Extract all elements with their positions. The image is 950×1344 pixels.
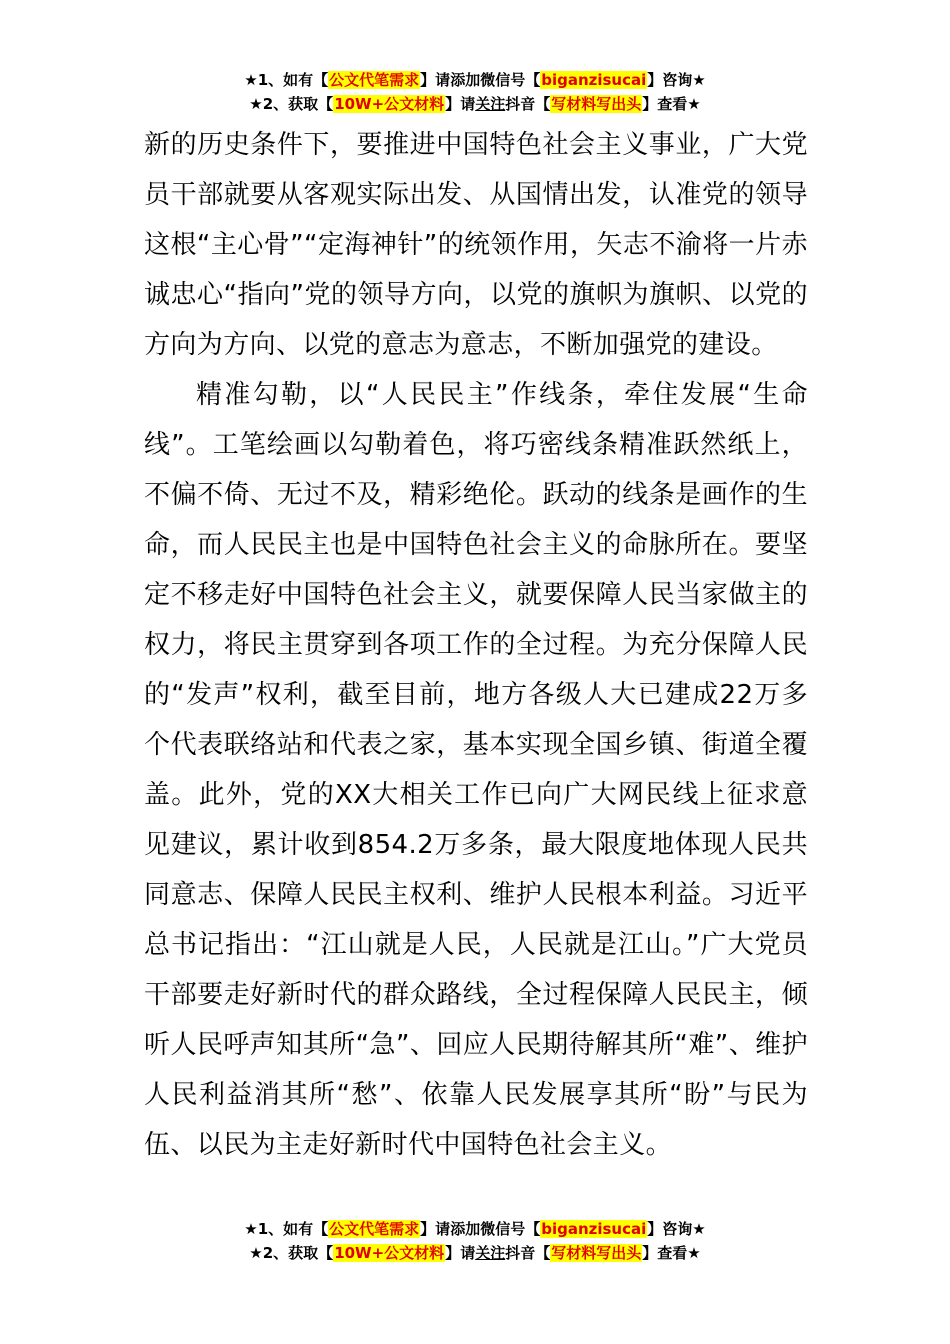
body-paragraph: 精准勾勒，以“人民民主”作线条，牵住发展“生命线”。工笔绘画以勾勒着色，将巧密线条精准跃然纸上，不偏不倚、无过不及，精彩绝伦。跃动的线条是画作的生命，而人民民主也是中国特色社会主义的命脉所在。要坚定不移走好中国特色社会主义，就要保障人民当家做主的权力，将民主贯穿到各项工作的全过程。为充分保障人民的“发声”权利，截至目前，地方各级人大已建成22万多个代表联络站和代表之家，基本实现全国乡镇、街道全覆盖。此外，党的XX大相关工作已向广大网民线上征求意见建议，累计收到854.2万多条，最大限度地体现人民共同意志、保障人民民主权利、维护人民根本利益。习近平总书记指出：“江山就是人民，人民就是江山。”广大党员干部要走好新时代的群众路线，全过程保障人民民主，倾听人民呼声知其所“急”、回应人民期待解其所“难”、维护人民利益消其所“愁”、依靠人民发展享其所“盼”与民为伍、以民为主走好新时代中国特色社会主义。 [144,380,808,1160]
banner-text: ★1、如有【 [244,71,329,89]
highlight-text: biganzisucai [541,71,647,89]
banner-text: 】请 [420,1220,451,1238]
banner-emphasis: 关注 [475,1244,506,1262]
banner-text: 】查看★ [642,95,701,113]
highlight-text: 公文代笔需求 [329,71,420,89]
banner-text: 微信号【 [480,1220,541,1238]
highlight-text: biganzisucai [541,1220,647,1238]
banner-line-2 [0,1241,950,1265]
banner-line-1 [0,68,950,92]
header-banner [0,68,950,116]
banner-line-2 [0,92,950,116]
highlight-text: 写材料写出头 [551,1244,642,1262]
banner-emphasis: 添加 [450,71,481,89]
banner-text: 】请 [420,71,451,89]
banner-text: 】咨询★ [647,1220,706,1238]
highlight-text: 10W+公文材料 [334,1244,445,1262]
banner-text: 】查看★ [642,1244,701,1262]
banner-text: ★2、获取【 [249,95,334,113]
highlight-text: 写材料写出头 [551,95,642,113]
banner-text: 抖音【 [505,95,551,113]
banner-text: 】咨询★ [647,71,706,89]
footer-banner [0,1217,950,1265]
highlight-text: 公文代笔需求 [329,1220,420,1238]
banner-text: 】请 [445,1244,476,1262]
highlight-text: 10W+公文材料 [334,95,445,113]
banner-text: ★2、获取【 [249,1244,334,1262]
banner-text: 】请 [445,95,476,113]
document-body [144,120,808,1170]
banner-text: 抖音【 [505,1244,551,1262]
banner-emphasis: 添加 [450,1220,481,1238]
banner-text: 微信号【 [480,71,541,89]
banner-text: ★1、如有【 [244,1220,329,1238]
body-paragraph: 新的历史条件下，要推进中国特色社会主义事业，广大党员干部就要从客观实际出发、从国情出发，认准党的领导这根“主心骨”“定海神针”的统领作用，矢志不渝将一片赤诚忠心“指向”党的领导方向，以党的旗帜为旗帜、以党的方向为方向、以党的意志为意志，不断加强党的建设。 [144,130,808,360]
banner-emphasis: 关注 [475,95,506,113]
banner-line-1 [0,1217,950,1241]
